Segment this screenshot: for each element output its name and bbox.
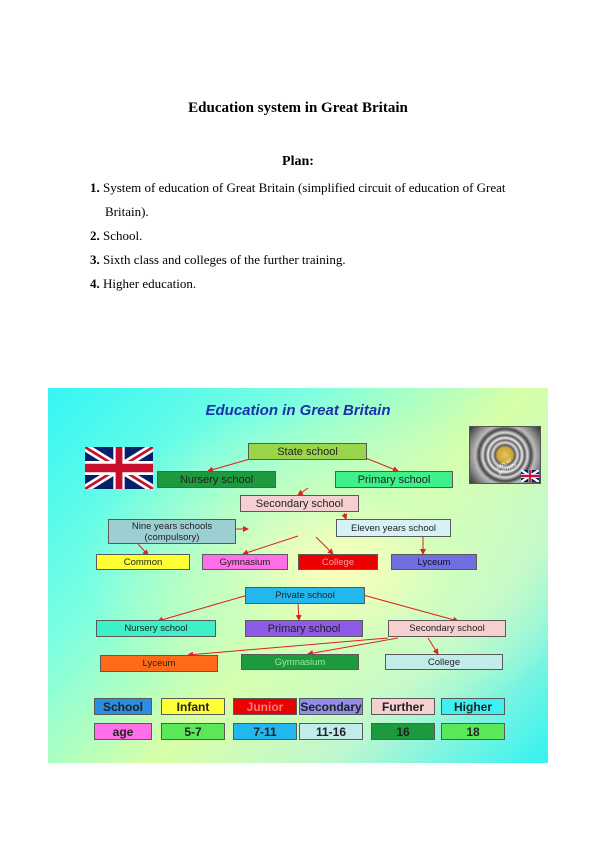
arrow-private-to-primary xyxy=(298,604,299,620)
arrow-to-gymnasium-top xyxy=(243,536,298,554)
plan-item-number: 4. xyxy=(90,276,100,291)
table-age-cell: 5-7 xyxy=(161,723,225,740)
plan-item xyxy=(90,224,550,248)
nine-years-sublabel: (compulsory) xyxy=(144,531,200,543)
primary-school-box: Primary school xyxy=(335,471,453,488)
table-school-cell: Further xyxy=(371,698,435,715)
arrow-private-to-nursery xyxy=(158,595,248,621)
nine-years-label: Nine years schools xyxy=(131,520,213,532)
table-school-cell: Secondary xyxy=(300,699,362,714)
plan-item-number: 3. xyxy=(90,252,100,267)
table-school-cell: Junior xyxy=(233,698,297,715)
plan-item xyxy=(90,272,550,296)
arrow-to-college-bottom xyxy=(428,638,438,654)
uk-flag-icon xyxy=(85,447,153,489)
table-age-cell: 7-11 xyxy=(233,723,297,740)
table-age-cell: 16 xyxy=(371,723,435,740)
nine-years-schools-box xyxy=(108,519,236,544)
college-bottom-box: College xyxy=(385,654,503,670)
arrow-to-gymnasium-bottom xyxy=(308,638,398,654)
plan-item xyxy=(90,248,550,272)
diagram-title: Education in Great Britain xyxy=(205,402,391,419)
plan-item-text: System of education of Great Britain (simplified circuit of education of Great Britain). xyxy=(103,180,506,219)
plan-item xyxy=(90,176,550,224)
plan-item-text: Higher education. xyxy=(103,276,197,291)
table-school-cell: Infant xyxy=(161,698,225,715)
common-box: Common xyxy=(96,554,190,570)
table-school-cell: Higher xyxy=(441,698,505,715)
state-school-box: State school xyxy=(248,443,367,460)
plan-item-text: Sixth class and colleges of the further training. xyxy=(103,252,346,267)
plan-item-text: School. xyxy=(103,228,143,243)
globe-label: GREAT BRITAIN xyxy=(495,457,518,478)
gymnasium-top-box: Gymnasium xyxy=(202,554,288,570)
table-school-cell: School xyxy=(94,698,152,715)
private-school-box: Private school xyxy=(245,587,365,604)
primary-school-private-box: Primary school xyxy=(245,620,363,637)
plan-item-number: 2. xyxy=(90,228,100,243)
table-age-cell: age xyxy=(94,723,152,740)
secondary-school-private-box: Secondary school xyxy=(388,620,506,637)
arrow-to-college-top xyxy=(316,537,333,554)
lyceum-top-box: Lyceum xyxy=(391,554,477,570)
plan-list xyxy=(90,176,550,296)
nursery-school-private-box: Nursery school xyxy=(96,620,216,637)
lyceum-bottom-box: Lyceum xyxy=(100,655,218,672)
plan-item-number: 1. xyxy=(90,180,100,195)
plan-heading: Plan: xyxy=(282,154,314,169)
eleven-years-school-box: Eleven years school xyxy=(336,519,451,537)
gymnasium-bottom-box: Gymnasium xyxy=(241,654,359,670)
nursery-school-box: Nursery school xyxy=(157,471,276,488)
arrow-to-lyceum-bottom xyxy=(188,638,388,655)
arrow-to-secondary xyxy=(298,488,308,495)
secondary-school-box: Secondary school xyxy=(240,495,359,512)
document-title: Education system in Great Britain xyxy=(188,100,408,116)
college-top-box: College xyxy=(298,554,378,570)
education-diagram xyxy=(48,388,548,763)
small-uk-flag-icon xyxy=(521,470,539,482)
arrow-private-to-secondary xyxy=(363,595,458,621)
table-age-cell: 11-16 xyxy=(299,723,363,740)
table-age-cell: 18 xyxy=(441,723,505,740)
